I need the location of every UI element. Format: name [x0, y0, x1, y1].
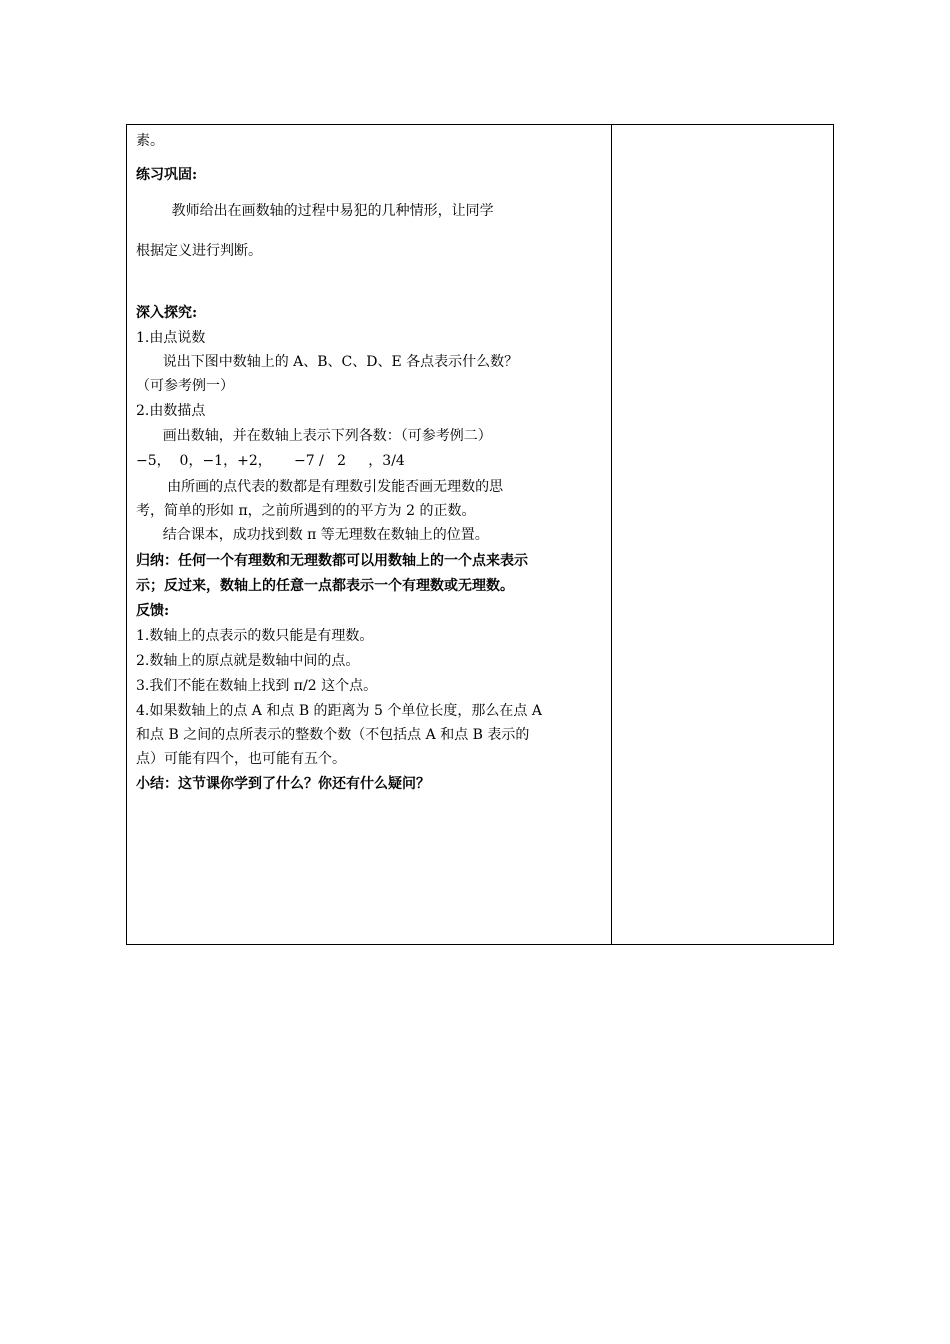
- explore-item1-line1: 说出下图中数轴上的 A、B、C、D、E 各点表示什么数？: [136, 354, 519, 370]
- practice-line-2: 根据定义进行判断。: [136, 243, 262, 259]
- explore-heading: 深入探究:: [136, 305, 198, 321]
- practice-line-1: 教师给出在画数轴的过程中易犯的几种情形，让同学: [136, 203, 494, 219]
- feedback-item: 点）可能有四个，也可能有五个。: [136, 751, 346, 767]
- conclusion: 小结：这节课你学到了什么？你还有什么疑问？: [136, 776, 430, 792]
- explore-item2-title: 2.由数描点: [136, 403, 206, 419]
- explore-item1-line2: （可参考例一）: [136, 378, 234, 394]
- feedback-item: 2.数轴上的原点就是数轴中间的点。: [136, 653, 360, 669]
- feedback-item: 1.数轴上的点表示的数只能是有理数。: [136, 628, 374, 644]
- explore-para2: 结合课本，成功找到数 π 等无理数在数轴上的位置。: [136, 527, 489, 543]
- summary-rule-line1: 归纳：任何一个有理数和无理数都可以用数轴上的一个点来表示: [136, 553, 528, 569]
- explore-item2-line1: 画出数轴，并在数轴上表示下列各数：（可参考例二）: [136, 428, 492, 444]
- continued-text: 素。: [136, 133, 164, 149]
- explore-para1-line1: 由所画的点代表的数都是有理数引发能否画无理数的思: [136, 479, 504, 495]
- explore-para1-line2: 考，简单的形如 π，之前所遇到的的平方为 2 的正数。: [136, 503, 476, 519]
- explore-item1-title: 1.由点说数: [136, 330, 206, 346]
- practice-heading: 练习巩固:: [136, 167, 198, 183]
- feedback-item: 3.我们不能在数轴上找到 π/2 这个点。: [136, 678, 378, 694]
- explore-item2-numbers: −5， 0，−1，+2， −7 / 2 ，3/4: [136, 453, 405, 469]
- feedback-item: 4.如果数轴上的点 A 和点 B 的距离为 5 个单位长度，那么在点 A: [136, 703, 542, 719]
- feedback-item: 和点 B 之间的点所表示的整数个数（不包括点 A 和点 B 表示的: [136, 727, 530, 743]
- lesson-table: [126, 124, 834, 945]
- notes-cell: [612, 125, 833, 944]
- feedback-heading: 反馈:: [136, 603, 170, 619]
- summary-rule-line2: 示；反过来，数轴上的任意一点都表示一个有理数或无理数。: [136, 578, 514, 594]
